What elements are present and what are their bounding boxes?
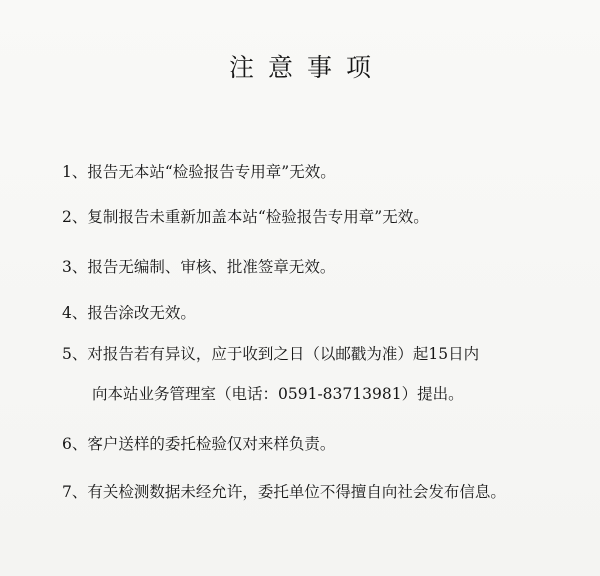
notice-item-5-continuation: 向本站业务管理室（电话：0591-83713981）提出。 <box>92 385 464 403</box>
notice-item-4: 4、报告涂改无效。 <box>62 304 196 322</box>
notice-item-1: 1、报告无本站“检验报告专用章”无效。 <box>62 163 336 181</box>
notice-item-5: 5、对报告若有异议，应于收到之日（以邮戳为准）起15日内 <box>62 345 480 363</box>
notice-item-2: 2、复制报告未重新加盖本站“检验报告专用章”无效。 <box>62 208 429 226</box>
notice-item-6: 6、客户送样的委托检验仅对来样负责。 <box>62 435 336 453</box>
page-title: 注意事项 <box>228 53 385 82</box>
notice-item-3: 3、报告无编制、审核、批准签章无效。 <box>62 258 336 276</box>
notice-item-7: 7、有关检测数据未经允许，委托单位不得擅自向社会发布信息。 <box>62 483 506 501</box>
